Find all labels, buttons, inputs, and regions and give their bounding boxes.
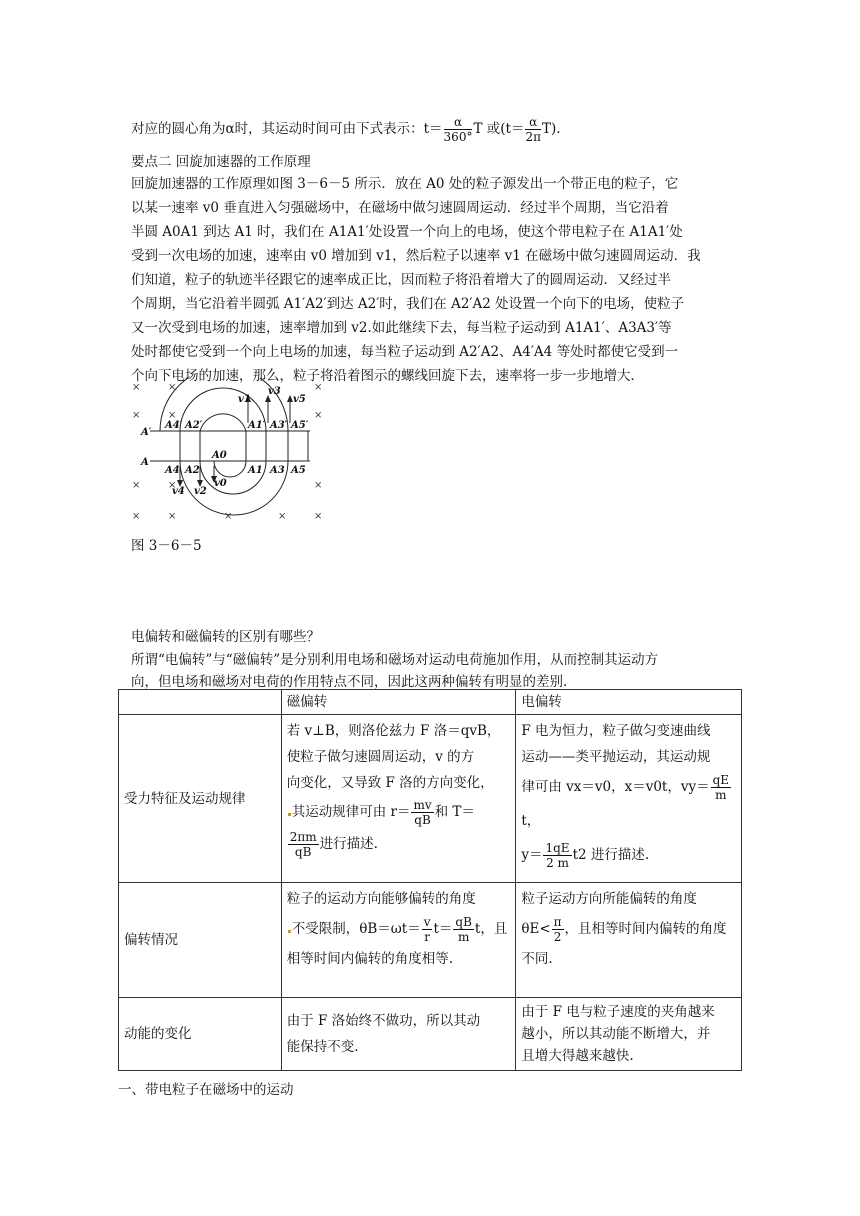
intro-formula-line <box>131 115 561 144</box>
row-label: 动能的变化 <box>119 998 282 1071</box>
svg-text:×: × <box>132 480 141 491</box>
fraction-numerator: 1qE <box>545 841 570 855</box>
svg-text:×: × <box>168 511 177 522</box>
paragraph-line: 半圆 A0A1 到达 A1 时，我们在 A1A1′处设置一个向上的电场，使这个带电粒子在 A1A1′处 <box>131 224 683 240</box>
magnetic-cell <box>281 715 516 883</box>
paragraph-line: 们知道，粒子的轨迹半径跟它的速率成正比，因而粒子将沿着增大了的圆周运动．又经过半 <box>131 272 671 288</box>
cell-line <box>521 912 736 946</box>
text: t， <box>521 813 541 829</box>
cell-line: 不同. <box>521 951 553 967</box>
table-row <box>119 883 742 998</box>
cell-line: 越小，所以其动能不断增大，并 <box>521 1026 711 1042</box>
fraction-numerator: π <box>553 915 562 929</box>
paragraph-line: 又一次受到电场的加速，速率增加到 v2.如此继续下去，每当粒子运动到 A1A1′、A3A3′等 <box>131 320 672 336</box>
marker <box>288 930 291 933</box>
cell-line <box>287 828 511 860</box>
cell-line: 若 v⊥B，则洛伦兹力 F 洛＝qvB， <box>286 723 501 739</box>
label-a1: A1 <box>248 465 263 476</box>
section-question: 电偏转和磁偏转的区别有哪些？ <box>131 629 320 645</box>
fraction <box>444 115 473 144</box>
text: 律可由 vx＝v0，x＝v0t，vy＝ <box>521 779 710 795</box>
paragraph-line: 以某一速率 v0 垂直进入匀强磁场中，在磁场中做匀速圆周运动．经过半个周期，当它沿着 <box>131 200 669 216</box>
magnetic-cell <box>281 998 516 1071</box>
text: t，且 <box>474 921 508 937</box>
fraction-denominator: qB <box>294 845 312 859</box>
magnetic-cell <box>281 883 516 998</box>
electric-cell <box>516 883 742 998</box>
text: ，且相等时间内偏转的角度 <box>564 921 727 937</box>
fraction <box>711 773 731 802</box>
intro-text-suffix: T). <box>541 121 561 137</box>
fraction-numerator: mv <box>413 798 432 812</box>
svg-text:×: × <box>314 511 323 522</box>
marker <box>288 813 291 816</box>
cell-line: 且增大得越来越快. <box>521 1048 634 1064</box>
table-row <box>119 998 742 1071</box>
row-label: 受力特征及运动规律 <box>119 715 282 883</box>
table-header-row <box>119 690 742 715</box>
fraction <box>288 830 319 859</box>
fraction-denominator: qB <box>414 813 431 827</box>
table-header-cell: 电偏转 <box>516 690 742 715</box>
intro-text-mid: T 或(t＝ <box>473 121 525 137</box>
cell-line <box>521 838 736 872</box>
cell-line <box>521 770 736 838</box>
svg-text:×: × <box>168 382 177 393</box>
fraction-numerator: α <box>444 115 473 130</box>
paragraph-line: 个向下电场的加速，那么，粒子将沿着图示的螺线回旋下去，速率将一步一步地增大． <box>131 368 644 384</box>
svg-text:×: × <box>314 382 323 393</box>
cell-line: 使粒子做匀速圆周运动，v 的方 <box>286 749 475 765</box>
fraction <box>552 915 564 944</box>
row-label: 偏转情况 <box>119 883 282 998</box>
label-a3: A3 <box>270 465 285 476</box>
fraction-denominator: 360° <box>443 130 473 144</box>
cell-line: 由于 F 电与粒子速度的夹角越来 <box>521 1004 715 1020</box>
cell-line: 能保持不变. <box>286 1039 359 1055</box>
cell-line: 相等时间内偏转的角度相等. <box>286 951 454 967</box>
fraction <box>411 798 433 827</box>
comparison-table <box>118 689 742 1071</box>
paragraph-line: 个周期，当它沿着半圆弧 A1′A2′到达 A2′时，我们在 A2′A2 处设置一个向下的电场，使粒子 <box>131 296 685 312</box>
paragraph-line: 所谓“电偏转”与“磁偏转”是分别利用电场和磁场对运动电荷施加作用，从而控制其运动方 <box>131 652 659 668</box>
label-a4-prime: A4′ <box>165 420 183 431</box>
label-a3-prime: A3′ <box>270 420 288 431</box>
fraction-numerator: α <box>525 115 541 130</box>
label-a: A <box>141 457 149 468</box>
label-a1-prime: A1′ <box>248 420 266 431</box>
fraction-denominator: m <box>457 930 470 944</box>
label-a5: A5 <box>291 465 306 476</box>
svg-text:×: × <box>168 480 177 491</box>
text: 和 T＝ <box>434 804 475 820</box>
section-heading: 要点二 回旋加速器的工作原理 <box>131 154 311 170</box>
fraction-denominator: 2 <box>553 930 562 944</box>
fraction-numerator: qB <box>455 915 472 929</box>
fraction-numerator: 2πm <box>289 830 317 844</box>
text: y＝ <box>521 847 543 863</box>
fraction-numerator: v <box>423 915 431 929</box>
fraction-denominator: r <box>424 930 430 944</box>
table-header-cell <box>119 690 282 715</box>
paragraph-line: 受到一次电场的加速，速率由 v0 增加到 v1，然后粒子以速率 v1 在磁场中做匀速圆周运动．我 <box>131 248 701 264</box>
fraction-denominator: 2π <box>525 130 541 144</box>
label-v2: v2 <box>194 486 207 497</box>
cell-line <box>287 796 511 828</box>
table-row <box>119 715 742 883</box>
svg-text:×: × <box>224 511 233 522</box>
label-a4: A4 <box>165 465 180 476</box>
cell-line: F 电为恒力，粒子做匀变速曲线 <box>521 723 711 739</box>
cell-line <box>287 912 511 946</box>
arc-a1-a2 <box>200 414 246 431</box>
text: t＝ <box>433 921 453 937</box>
label-a5-prime: A5′ <box>291 420 309 431</box>
svg-text:×: × <box>132 382 141 393</box>
paragraph-line: 处时都使它受到一个向上电场的加速，每当粒子运动到 A2′A2、A4′A4 等处时都使它受到一 <box>131 344 679 360</box>
svg-text:×: × <box>314 410 323 421</box>
label-v0: v0 <box>214 478 227 489</box>
text: 进行描述. <box>319 836 378 852</box>
text: t2 进行描述. <box>572 847 650 863</box>
label-a-prime: A′ <box>141 427 152 438</box>
label-a0: A0 <box>212 450 227 461</box>
svg-text:×: × <box>132 511 141 522</box>
cell-line: 粒子的运动方向能够偏转的角度 <box>286 891 476 907</box>
electric-cell <box>516 998 742 1071</box>
label-v4: v4 <box>172 486 185 497</box>
fraction <box>422 915 433 944</box>
cell-line: 粒子运动方向所能偏转的角度 <box>521 891 697 907</box>
svg-text:×: × <box>278 511 287 522</box>
text: θE< <box>521 921 551 937</box>
arc-a0-a1 <box>214 461 246 477</box>
label-v5: v5 <box>293 394 306 405</box>
cyclotron-diagram <box>128 378 328 528</box>
cell-line: 向变化，又导致 F 洛的方向变化， <box>286 775 494 791</box>
text: 其运动规律可由 r＝ <box>291 804 411 820</box>
text: 不受限制，θB＝ωt＝ <box>291 921 421 937</box>
cell-line: 运动——类平抛运动，其运动规 <box>521 749 711 765</box>
label-v3: v3 <box>268 386 281 397</box>
figure-caption: 图 3－6－5 <box>131 538 202 554</box>
section-heading: 一、带电粒子在磁场中的运动 <box>118 1082 294 1098</box>
svg-text:×: × <box>132 410 141 421</box>
paragraph-line: 回旋加速器的工作原理如图 3－6－5 所示．放在 A0 处的粒子源发出一个带正电的粒子，它 <box>131 176 679 192</box>
cell-line: 由于 F 洛始终不做功，所以其动 <box>286 1013 481 1029</box>
fraction <box>543 841 571 870</box>
fraction-denominator: 2 m <box>546 856 569 870</box>
fraction <box>453 915 474 944</box>
electric-cell <box>516 715 742 883</box>
fraction <box>525 115 541 144</box>
svg-text:×: × <box>168 410 177 421</box>
paragraph-line: 向，但电场和磁场对电荷的作用特点不同，因此这两种偏转有明显的差别. <box>131 674 568 690</box>
table-header-cell: 磁偏转 <box>281 690 516 715</box>
svg-text:×: × <box>314 480 323 491</box>
intro-text: 对应的圆心角为α时，其运动时间可由下式表示：t＝ <box>131 121 443 137</box>
label-a2-prime: A2′ <box>185 420 203 431</box>
label-v1: v1 <box>238 394 251 405</box>
fraction-denominator: m <box>715 788 727 802</box>
fraction-numerator: qE <box>712 773 730 787</box>
label-a2: A2 <box>185 465 200 476</box>
